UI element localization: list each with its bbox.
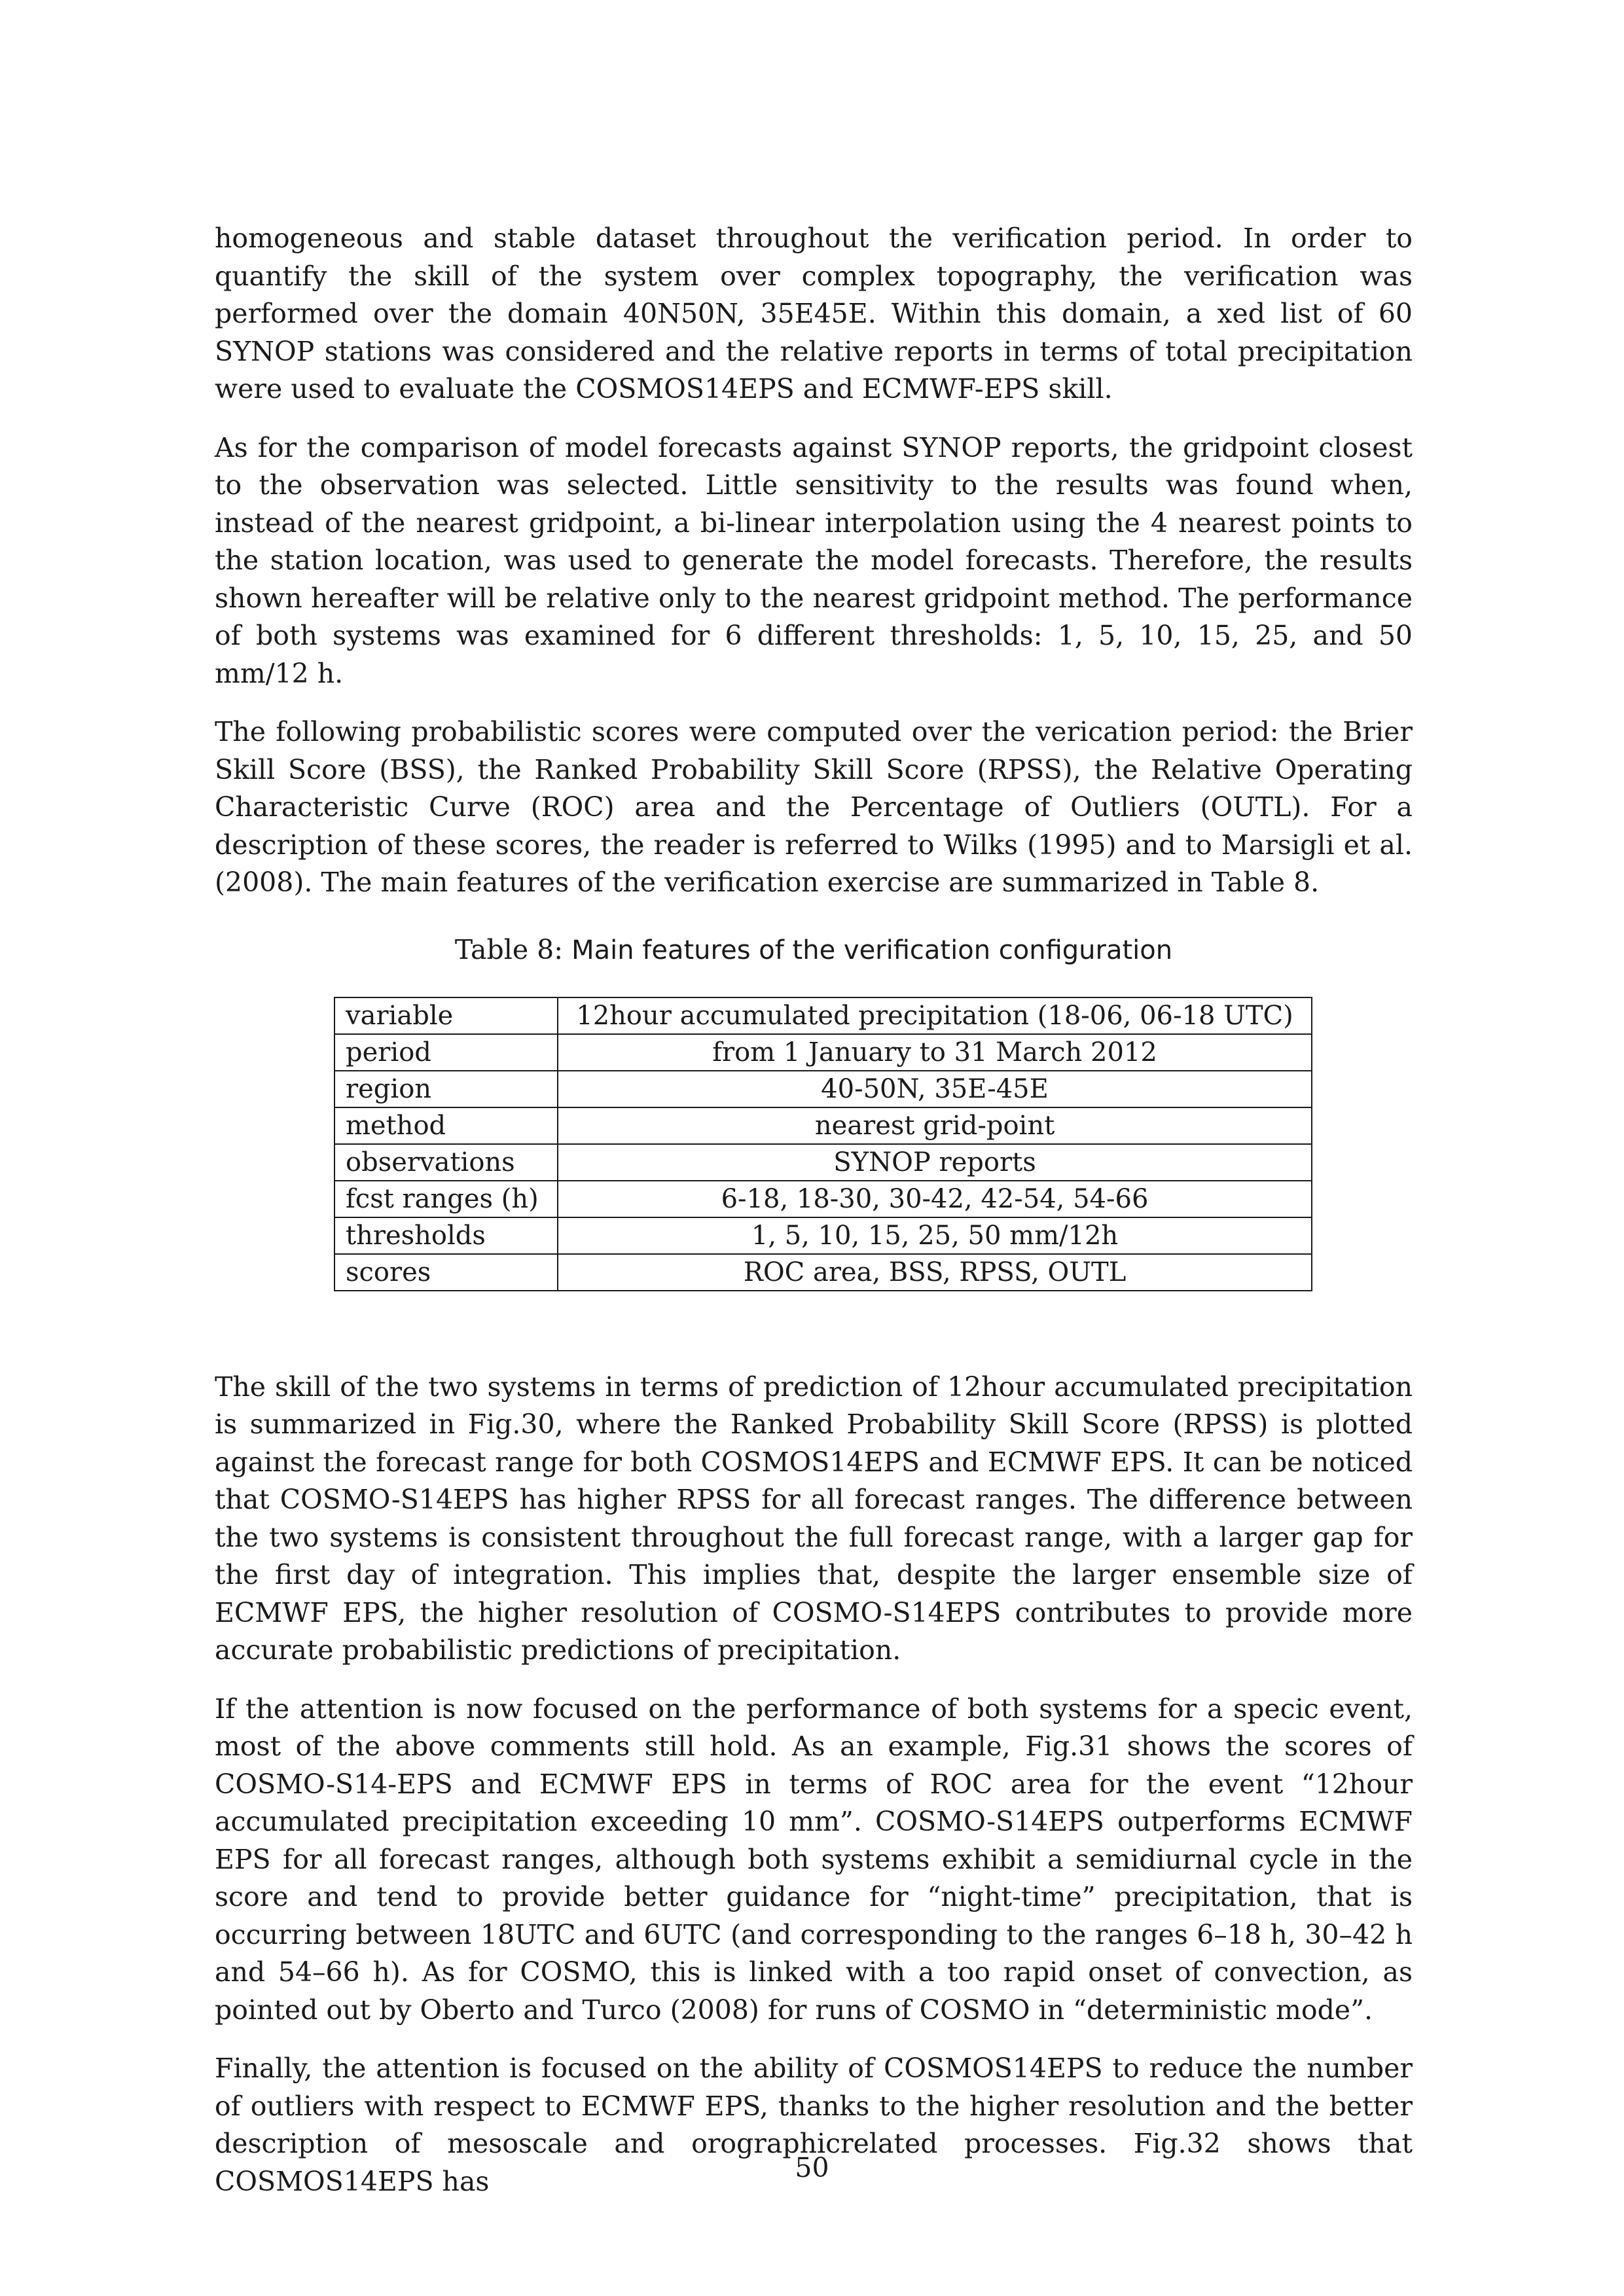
page-number: 50 bbox=[795, 2152, 829, 2183]
table-value-cell: 6-18, 18-30, 30-42, 42-54, 54-66 bbox=[558, 1181, 1312, 1217]
table-key-cell: fcst ranges (h) bbox=[334, 1181, 558, 1217]
table-caption-text: Main features of the verification configuration bbox=[571, 935, 1173, 965]
page-body bbox=[215, 220, 1413, 2221]
table-value-cell: nearest grid-point bbox=[558, 1107, 1312, 1144]
table-key-cell: observations bbox=[334, 1144, 558, 1181]
table-row bbox=[334, 1217, 1312, 1254]
verification-features-table bbox=[334, 997, 1312, 1291]
table-key-cell: variable bbox=[334, 997, 558, 1034]
table-value-cell: SYNOP reports bbox=[558, 1144, 1312, 1181]
results-section bbox=[215, 1369, 1413, 2201]
table-key-cell: scores bbox=[334, 1254, 558, 1291]
table-row bbox=[334, 1107, 1312, 1144]
paragraph-scores: The following probabilistic scores were computed over the verication period: the Brier Skill Score (BSS), the Ranked Probability Skill Score (RPSS), the Relative Operating Characteristic Curve (ROC) area and the Percentage of Outliers (OUTL). For a description of these scores, the reader is referred to Wilks (1995) and to Marsigli et al. (2008). The main features of the verification exercise are summarized in Table 8. bbox=[215, 716, 1413, 898]
table-row bbox=[334, 1144, 1312, 1181]
table-value-cell: ROC area, BSS, RPSS, OUTL bbox=[558, 1254, 1312, 1291]
table-caption-label: Table 8: bbox=[454, 933, 564, 965]
table-row bbox=[334, 1071, 1312, 1107]
paragraph-dataset: homogeneous and stable dataset throughout the verification period. In order to quantify the skill of the system over complex topography, the verification was performed over the domain 40N50N, 35E45E. Within this domain, a xed list of 60 SYNOP stations was considered and the relative reports in terms of total precipitation were used to evaluate the COSMOS14EPS and ECMWF-EPS skill. bbox=[215, 223, 1413, 404]
table-row bbox=[334, 1034, 1312, 1071]
table-key-cell: region bbox=[334, 1071, 558, 1107]
paragraph-rpss-results: The skill of the two systems in terms of prediction of 12hour accumulated precipitation is summarized in Fig.30, where the Ranked Probability Skill Score (RPSS) is plotted against the forecast range for both COSMOS14EPS and ECMWF EPS. It can be noticed that COSMO-S14EPS has higher RPSS for all forecast ranges. The difference between the two systems is consistent throughout the full forecast range, with a larger gap for the first day of integration. This implies that, despite the larger ensemble size of ECMWF EPS, the higher resolution of COSMO-S14EPS contributes to provide more accurate probabilistic predictions of precipitation. bbox=[215, 1371, 1413, 1666]
table-key-cell: period bbox=[334, 1034, 558, 1071]
paragraph-comparison-method: As for the comparison of model forecasts against SYNOP reports, the gridpoint closest to the observation was selected. Little sensitivity to the results was found when, instead of the nearest gridpoint, a bi-linear interpolation using the 4 nearest points to the station location, was used to generate the model forecasts. Therefore, the results shown hereafter will be relative only to the nearest gridpoint method. The performance of both systems was examined for 6 different thresholds: 1, 5, 10, 15, 25, and 50 mm/12 h. bbox=[215, 431, 1413, 689]
table-value-cell: 12hour accumulated precipitation (18-06, 06-18 UTC) bbox=[558, 997, 1312, 1034]
paragraph-outliers: Finally, the attention is focused on the ability of COSMOS14EPS to reduce the number of outliers with respect to ECMWF EPS, thanks to the higher resolution and the better description of mesoscale and orographicrelated processes. Fig.32 shows that COSMOS14EPS has bbox=[215, 2053, 1413, 2197]
table-row bbox=[334, 1181, 1312, 1217]
table-value-cell: 1, 5, 10, 15, 25, 50 mm/12h bbox=[558, 1217, 1312, 1254]
table-caption bbox=[215, 933, 1413, 967]
table-row bbox=[334, 1254, 1312, 1291]
table-row bbox=[334, 997, 1312, 1034]
table-key-cell: method bbox=[334, 1107, 558, 1144]
paragraph-roc-results: If the attention is now focused on the performance of both systems for a specic event, most of the above comments still hold. As an example, Fig.31 shows the scores of COSMO-S14-EPS and ECMWF EPS in terms of ROC area for the event “12hour accumulated precipitation exceeding 10 mm”. COSMO-S14EPS outperforms ECMWF EPS for all forecast ranges, although both systems exhibit a semidiurnal cycle in the score and tend to provide better guidance for “night-time” precipitation, that is occurring between 18UTC and 6UTC (and corresponding to the ranges 6–18 h, 30–42 h and 54–66 h). As for COSMO, this is linked with a too rapid onset of convection, as pointed out by Oberto and Turco (2008) for runs of COSMO in “deterministic mode”. bbox=[215, 1693, 1413, 2026]
table-value-cell: 40-50N, 35E-45E bbox=[558, 1071, 1312, 1107]
table-key-cell: thresholds bbox=[334, 1217, 558, 1254]
table-value-cell: from 1 January to 31 March 2012 bbox=[558, 1034, 1312, 1071]
